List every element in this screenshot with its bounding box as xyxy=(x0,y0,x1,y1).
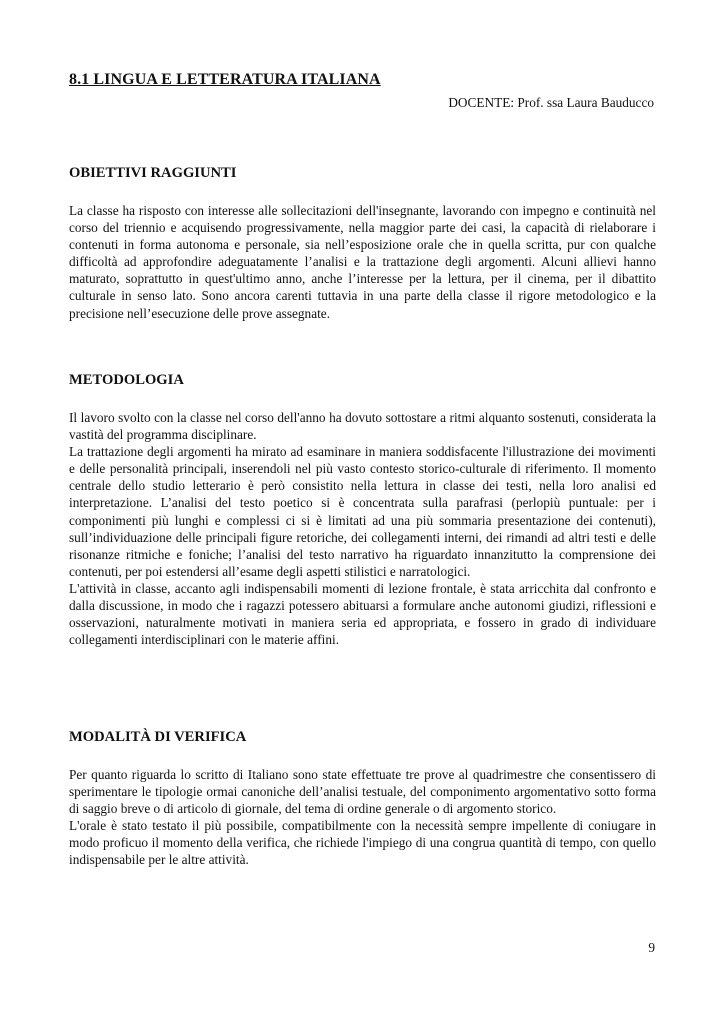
heading-obiettivi: OBIETTIVI RAGGIUNTI xyxy=(69,165,237,181)
paragraph: Per quanto riguarda lo scritto di Italiano sono state effettuate tre prove al quadrimestre che consentissero di sperimentare le tipologie ormai canoniche dell’analisi testuale, del componimento argomentativo sotto forma di saggio breve o di articolo di giornale, del tema di ordine generale o di argomento storico. xyxy=(69,767,656,817)
section-verifica-body xyxy=(69,766,656,869)
heading-verifica: MODALITÀ DI VERIFICA xyxy=(69,729,247,745)
heading-metodologia: METODOLOGIA xyxy=(69,372,184,388)
paragraph: Il lavoro svolto con la classe nel corso dell'anno ha dovuto sottostare a ritmi alquanto sostenuti, considerata la vastità del programma disciplinare. xyxy=(69,410,656,443)
paragraph: La trattazione degli argomenti ha mirato ad esaminare in maniera soddisfacente l'illustrazione dei movimenti e delle personalità principali, inserendoli nel più vasto contesto storico-culturale di riferimento. Il momento centrale dello studio letterario è però consistito nella lettura in classe dei testi, nella loro analisi ed interpretazione. L’analisi del testo poetico si è concentrata sulla parafrasi (perlopiù puntuale: per i componimenti più lunghi e complessi ci si è limitati ad una più sommaria presentazione dei contenuti), sull’individuazione delle principali figure retoriche, dei collegamenti interni, dei rimandi ad altri testi e delle risonanze ritmiche e foniche; l’analisi del testo narrativo ha riguardato innanzitutto la comprensione dei contenuti, per poi estendersi all’esame degli aspetti stilistici e narratologici. xyxy=(69,444,656,579)
section-obiettivi-body xyxy=(69,202,656,322)
page-number: 9 xyxy=(648,940,655,955)
paragraph: L'attività in classe, accanto agli indispensabili momenti di lezione frontale, è stata arricchita dal confronto e dalla discussione, in modo che i ragazzi potessero abituarsi a formulare anche autonomi giudizi, riflessioni e osservazioni, naturalmente motivati in maniera seria ed appropriata, e fossero in grado di individuare collegamenti interdisciplinari con le materie affini. xyxy=(69,580,656,648)
paragraph: La classe ha risposto con interesse alle sollecitazioni dell'insegnante, lavorando con impegno e continuità nel corso del triennio e acquisendo progressivamente, nella maggior parte dei casi, la capacità di rielaborare i contenuti in forma autonoma e personale, sia nell’esposizione orale che in quella scritta, pur con qualche difficoltà ad approfondire adeguatamente l’analisi e la trattazione degli argomenti. Alcuni allievi hanno maturato, soprattutto in quest'ultimo anno, anche l’interesse per la lettura, per il cinema, per il dibattito culturale in senso lato. Sono ancora carenti tuttavia in una parte della classe il rigore metodologico e la precisione nell’esecuzione delle prove assegnate. xyxy=(69,203,656,321)
document-title: 8.1 LINGUA E LETTERATURA ITALIANA xyxy=(69,71,381,88)
paragraph: L'orale è stato testato il più possibile, compatibilmente con la necessità sempre impellente di coniugare in modo proficuo il momento della verifica, che richiede l'impiego di una congrua quantità di tempo, con quello indispensabile per le altre attività. xyxy=(69,818,656,868)
section-metodologia-body xyxy=(69,409,656,648)
teacher-name: DOCENTE: Prof. ssa Laura Bauducco xyxy=(448,95,654,110)
